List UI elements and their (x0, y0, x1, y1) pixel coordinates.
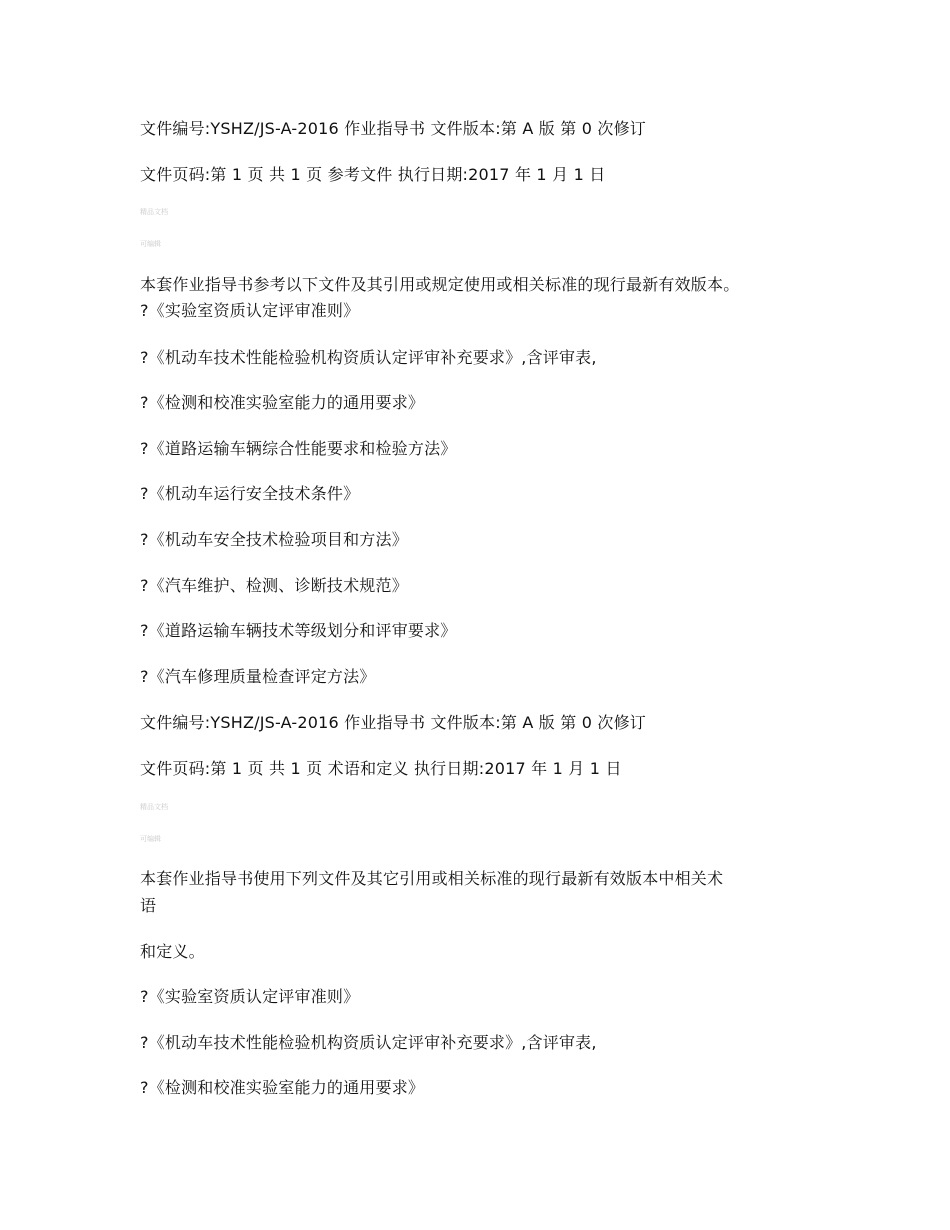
intro-paragraph: 语 (140, 896, 157, 915)
list-item: ?《机动车安全技术检验项目和方法》 (140, 530, 408, 549)
intro-paragraph: 本套作业指导书参考以下文件及其引用或规定使用或相关标准的现行最新有效版本。 (140, 275, 740, 294)
list-item: ?《机动车技术性能检验机构资质认定评审补充要求》,含评审表, (140, 1033, 597, 1052)
intro-paragraph: 本套作业指导书使用下列文件及其它引用或相关标准的现行最新有效版本中相关术 (140, 869, 724, 888)
doc-header-line-2: 文件页码:第 1 页 共 1 页 参考文件 执行日期:2017 年 1 月 1 日 (140, 165, 606, 184)
watermark-text: 精品文档 (140, 208, 168, 216)
doc-header-line-2: 文件页码:第 1 页 共 1 页 术语和定义 执行日期:2017 年 1 月 1 日 (140, 759, 622, 778)
list-item: ?《道路运输车辆技术等级划分和评审要求》 (140, 621, 457, 640)
intro-paragraph: 和定义。 (140, 942, 205, 961)
doc-header-line-1: 文件编号:YSHZ/JS-A-2016 作业指导书 文件版本:第 A 版 第 0 次修订 (140, 119, 647, 138)
list-item: ?《实验室资质认定评审准则》 (140, 301, 360, 320)
list-item: ?《汽车修理质量检查评定方法》 (140, 667, 376, 686)
watermark-text: 可编辑 (140, 240, 161, 248)
list-item: ?《汽车维护、检测、诊断技术规范》 (140, 576, 408, 595)
list-item: ?《道路运输车辆综合性能要求和检验方法》 (140, 439, 457, 458)
list-item: ?《机动车技术性能检验机构资质认定评审补充要求》,含评审表, (140, 348, 597, 367)
watermark-text: 精品文档 (140, 803, 168, 811)
list-item: ?《实验室资质认定评审准则》 (140, 987, 360, 1006)
list-item: ?《检测和校准实验室能力的通用要求》 (140, 393, 425, 412)
list-item: ?《检测和校准实验室能力的通用要求》 (140, 1078, 425, 1097)
doc-header-line-1: 文件编号:YSHZ/JS-A-2016 作业指导书 文件版本:第 A 版 第 0 次修订 (140, 713, 647, 732)
watermark-text: 可编辑 (140, 835, 161, 843)
list-item: ?《机动车运行安全技术条件》 (140, 484, 360, 503)
